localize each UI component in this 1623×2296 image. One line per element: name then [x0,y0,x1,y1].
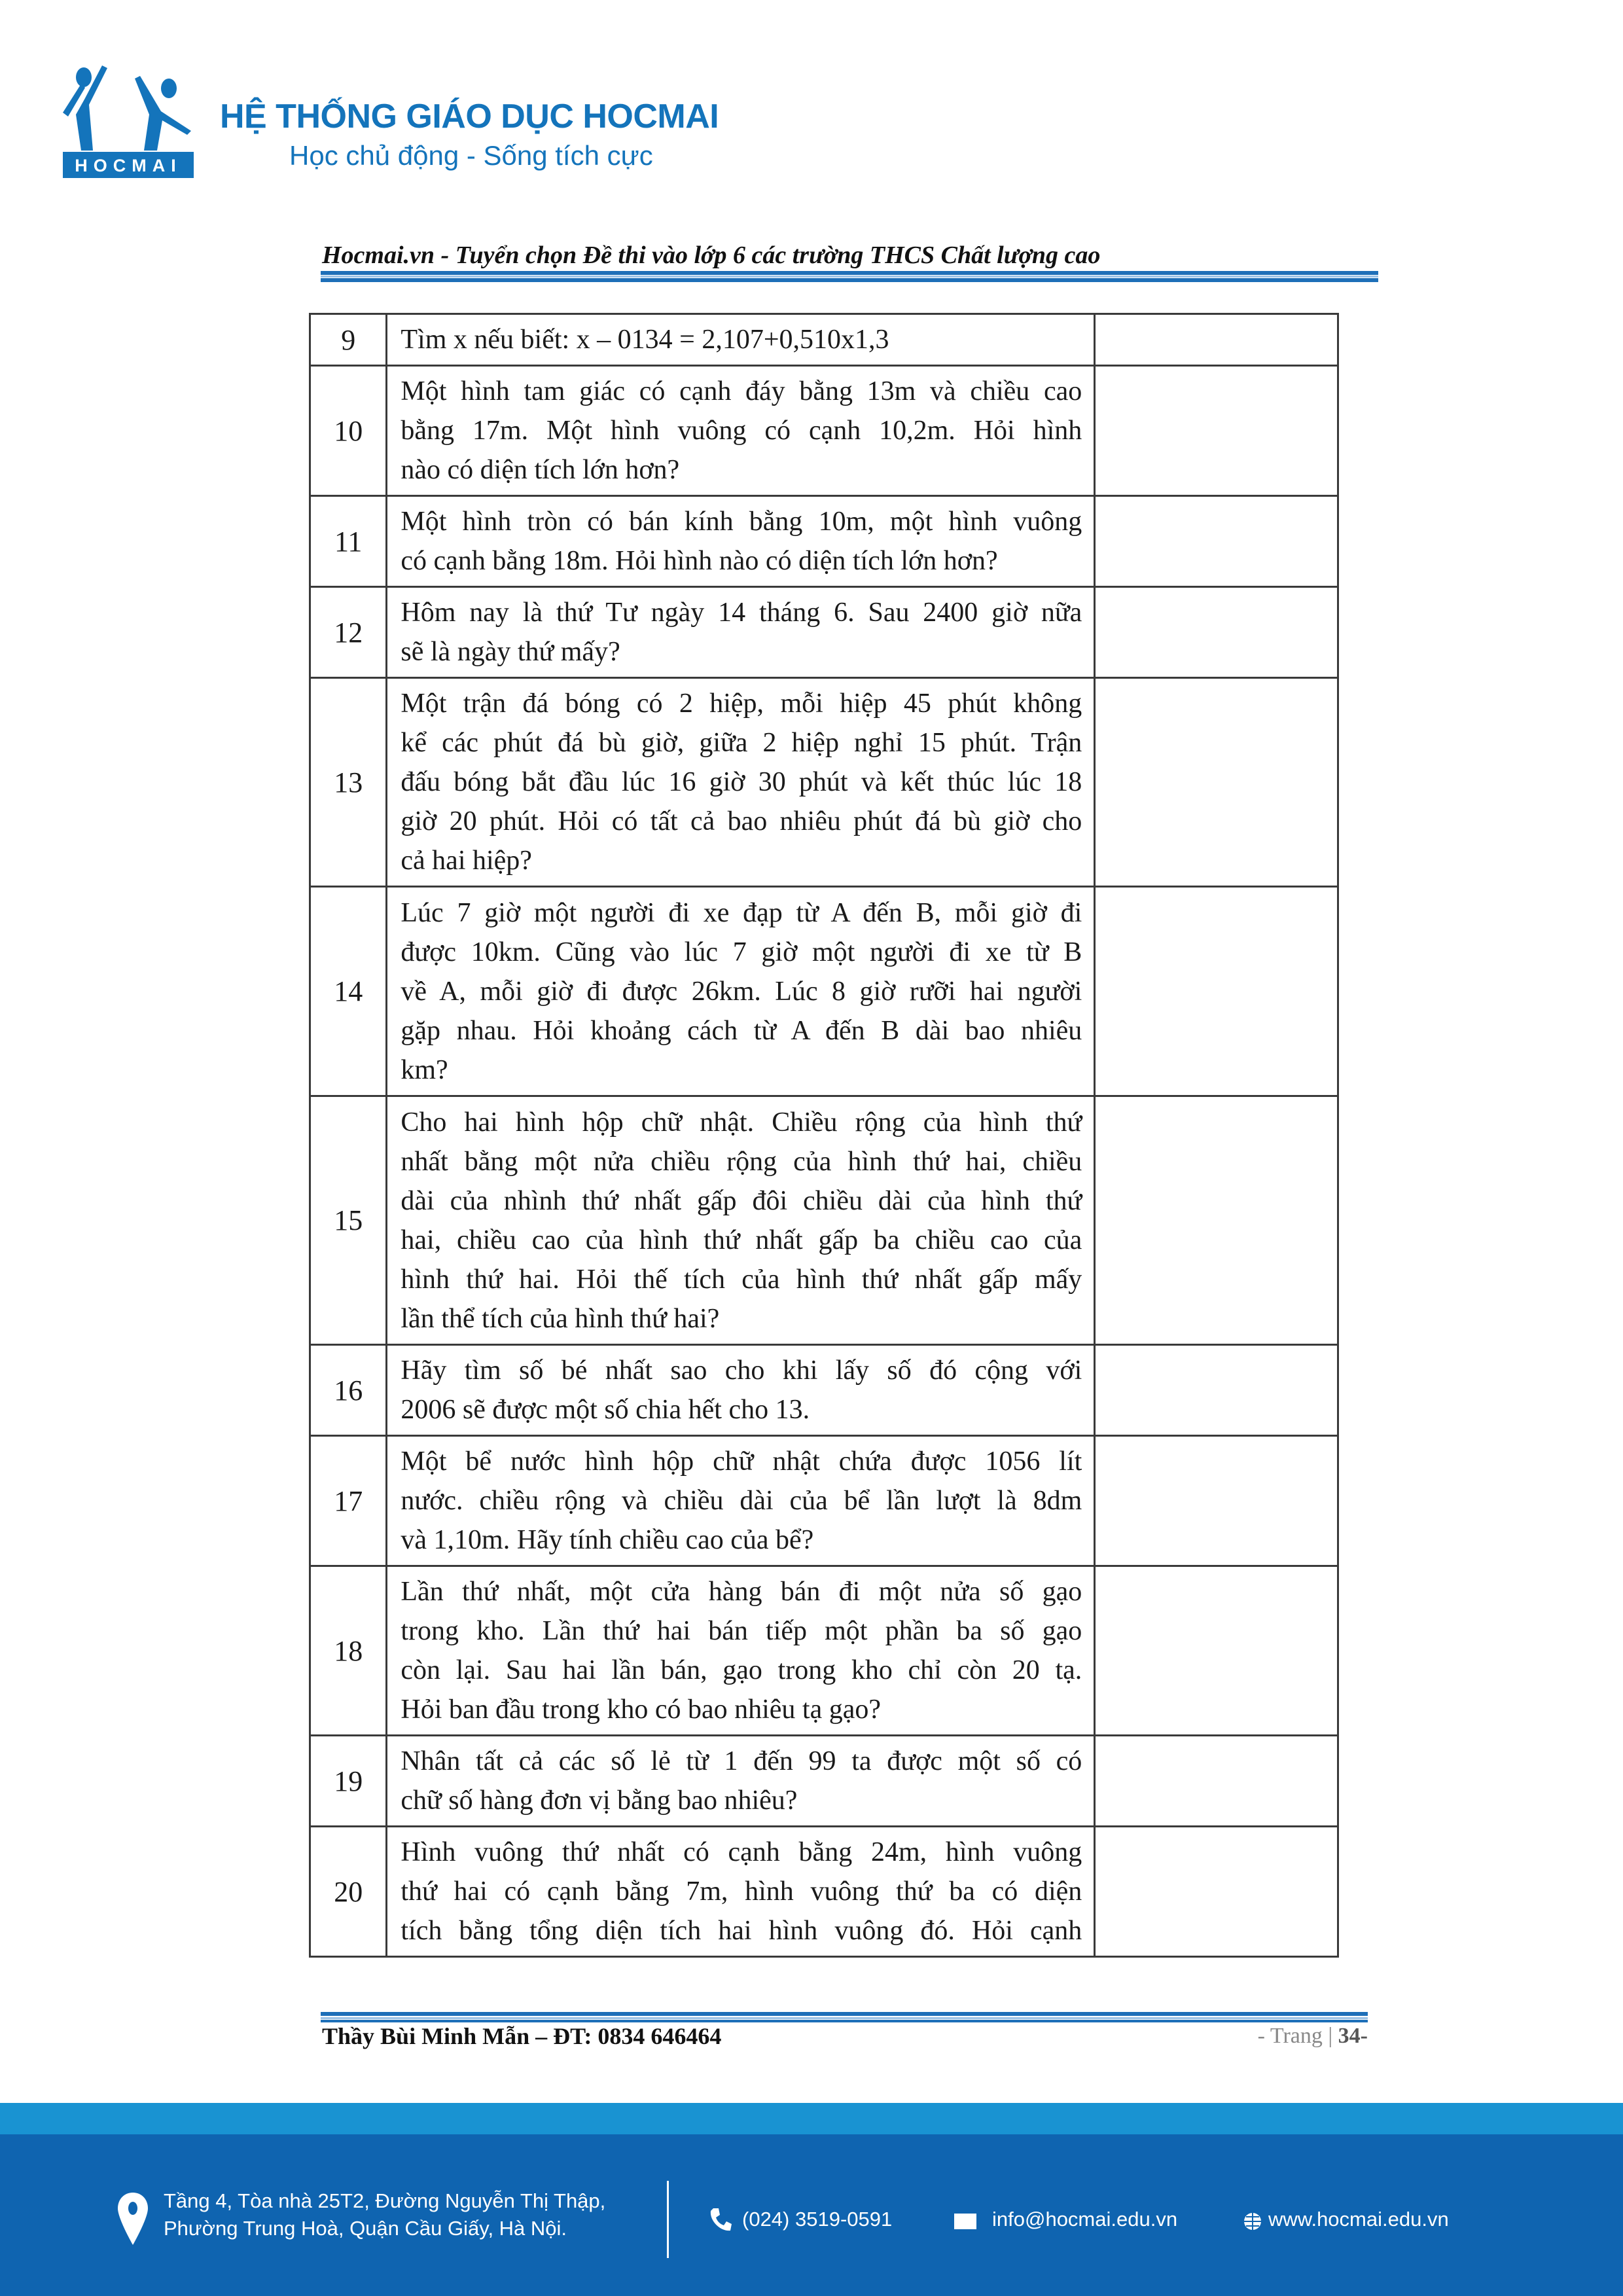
answer-cell[interactable] [1095,1566,1338,1736]
question-line: Nhân tất cả các số lẻ từ 1 đến 99 ta được một số có [401,1746,1082,1776]
globe-icon [1243,2212,1262,2231]
answer-cell[interactable] [1095,1436,1338,1566]
question-line: gặp nhau. Hỏi khoảng cách từ A đến B dài bao nhiêu [401,1015,1082,1046]
question-text [387,678,1095,887]
question-row [310,1736,1338,1827]
question-number: 20 [310,1827,387,1957]
question-number: 14 [310,887,387,1096]
answer-cell[interactable] [1095,1736,1338,1827]
question-line: còn lại. Sau hai lần bán, gạo trong kho chỉ còn 20 tạ. [401,1655,1082,1685]
header-rule [321,278,1378,282]
phone-icon [708,2207,732,2233]
answer-cell[interactable] [1095,1345,1338,1436]
question-line: Một hình tròn có bán kính bằng 10m, một hình vuông [401,507,1082,537]
question-number: 11 [310,496,387,587]
answer-cell[interactable] [1095,1096,1338,1345]
question-row [310,1566,1338,1736]
page-number-value: 34- [1338,2024,1368,2048]
footer-phone[interactable]: (024) 3519-0591 [742,2208,893,2231]
question-line: tích bằng tổng diện tích hai hình vuông đó. Hỏi cạnh [401,1916,1082,1946]
footer-email[interactable]: info@hocmai.edu.vn [992,2208,1178,2231]
question-line: được 10km. Cũng vào lúc 7 giờ một người đi xe từ B [401,937,1082,967]
question-row [310,1827,1338,1957]
page-prefix: - Trang | [1257,2024,1338,2048]
question-text [387,314,1095,366]
header-rule [321,276,1378,278]
question-row [310,678,1338,887]
question-row [310,587,1338,678]
answer-cell[interactable] [1095,678,1338,887]
question-line: sẽ là ngày thứ mấy? [401,637,620,667]
question-line: hình thứ hai. Hỏi thế tích của hình thứ nhất gấp mấy [401,1264,1082,1295]
question-line: Một bể nước hình hộp chữ nhật chứa được 1056 lít [401,1446,1082,1477]
question-line: kể các phút đá bù giờ, giữa 2 hiệp nghỉ 15 phút. Trận [401,728,1082,758]
brand-title: HỆ THỐNG GIÁO DỤC HOCMAI [220,98,719,135]
question-line: nhất bằng một nửa chiều rộng của hình thứ hai, chiều [401,1146,1082,1177]
question-text [387,1736,1095,1827]
question-text [387,366,1095,496]
question-line: về A, mỗi giờ đi được 26km. Lúc 8 giờ rưỡi hai người [401,976,1082,1007]
question-line: Một trận đá bóng có 2 hiệp, mỗi hiệp 45 phút không [401,689,1082,719]
question-text [387,587,1095,678]
footer-rule [321,2017,1368,2019]
question-number: 10 [310,366,387,496]
question-line: km? [401,1054,448,1085]
question-line: giờ 20 phút. Hỏi có tất cả bao nhiêu phút đá bù giờ cho [401,806,1082,836]
footer-band-light [0,2103,1623,2134]
questions-table [309,313,1339,1958]
question-line: Lần thứ nhất, một cửa hàng bán đi một nửa số gạo [401,1577,1082,1607]
address-line-2: Phường Trung Hoà, Quận Cầu Giấy, Hà Nội. [164,2217,567,2240]
question-row [310,887,1338,1096]
question-text [387,887,1095,1096]
location-pin-icon [118,2193,148,2245]
question-line: Hãy tìm số bé nhất sao cho khi lấy số đó cộng với [401,1355,1082,1386]
question-text [387,1436,1095,1566]
question-line: dài của nhình thứ nhất gấp đôi chiều dài của hình thứ [401,1185,1082,1216]
footer-divider [667,2181,669,2258]
question-number: 17 [310,1436,387,1566]
question-row [310,496,1338,587]
question-line: và 1,10m. Hãy tính chiều cao của bể? [401,1525,814,1555]
answer-cell[interactable] [1095,587,1338,678]
question-number: 15 [310,1096,387,1345]
question-line: trong kho. Lần thứ hai bán tiếp một phần ba số gạo [401,1616,1082,1646]
mail-icon [954,2214,976,2229]
question-line: thứ hai có cạnh bằng 7m, hình vuông thứ ba có diện [401,1876,1082,1907]
header-rule [321,271,1378,275]
question-line: 2006 sẽ được một số chia hết cho 13. [401,1395,810,1425]
question-row [310,1345,1338,1436]
answer-cell[interactable] [1095,887,1338,1096]
question-line: có cạnh bằng 18m. Hỏi hình nào có diện tích lớn hơn? [401,546,998,576]
document-header: Hocmai.vn - Tuyển chọn Đề thi vào lớp 6 các trường THCS Chất lượng cao [322,242,1101,269]
hocmai-logo [63,52,194,178]
question-line: Lúc 7 giờ một người đi xe đạp từ A đến B, mỗi giờ đi [401,897,1082,928]
question-number: 18 [310,1566,387,1736]
author-contact: Thầy Bùi Minh Mẫn – ĐT: 0834 646464 [322,2023,722,2049]
brand-slogan: Học chủ động - Sống tích cực [289,140,653,171]
question-line: Cho hai hình hộp chữ nhật. Chiều rộng của hình thứ [401,1107,1082,1138]
question-line: lần thể tích của hình thứ hai? [401,1303,720,1334]
answer-cell[interactable] [1095,314,1338,366]
question-line: chữ số hàng đơn vị bằng bao nhiêu? [401,1785,798,1816]
page-number [1258,2024,1368,2049]
question-line: nào có diện tích lớn hơn? [401,455,680,485]
question-text [387,1827,1095,1957]
answer-cell[interactable] [1095,496,1338,587]
question-text [387,1566,1095,1736]
question-text [387,496,1095,587]
question-line: Tìm x nếu biết: x – 0134 = 2,107+0,510x1,3 [401,325,889,355]
question-line: hai, chiều cao của hình thứ nhất gấp ba chiều cao của [401,1225,1082,1255]
question-line: Hỏi ban đầu trong kho có bao nhiêu tạ gạo? [401,1695,882,1725]
question-line: Một hình tam giác có cạnh đáy bằng 13m và chiều cao [401,376,1082,406]
question-line: bằng 17m. Một hình vuông có cạnh 10,2m. Hỏi hình [401,416,1082,446]
svg-text:HOCMAI: HOCMAI [75,156,182,175]
question-line: cả hai hiệp? [401,846,532,876]
question-row [310,1436,1338,1566]
question-row [310,1096,1338,1345]
question-row [310,366,1338,496]
question-number: 16 [310,1345,387,1436]
question-text [387,1096,1095,1345]
question-number: 13 [310,678,387,887]
question-row [310,314,1338,366]
footer-website[interactable]: www.hocmai.edu.vn [1268,2208,1449,2231]
question-line: nước. chiều rộng và chiều dài của bể lần lượt là 8dm [401,1486,1082,1516]
question-number: 19 [310,1736,387,1827]
question-number: 9 [310,314,387,366]
footer-rule [321,2012,1368,2016]
question-text [387,1345,1095,1436]
question-line: Hôm nay là thứ Tư ngày 14 tháng 6. Sau 2400 giờ nữa [401,598,1082,628]
answer-cell[interactable] [1095,1827,1338,1957]
address-line-1: Tầng 4, Tòa nhà 25T2, Đường Nguyễn Thị Thập, [164,2189,606,2212]
question-number: 12 [310,587,387,678]
question-line: Hình vuông thứ nhất có cạnh bằng 24m, hình vuông [401,1837,1082,1867]
answer-cell[interactable] [1095,366,1338,496]
question-line: đấu bóng bắt đầu lúc 16 giờ 30 phút và kết thúc lúc 18 [401,767,1082,797]
